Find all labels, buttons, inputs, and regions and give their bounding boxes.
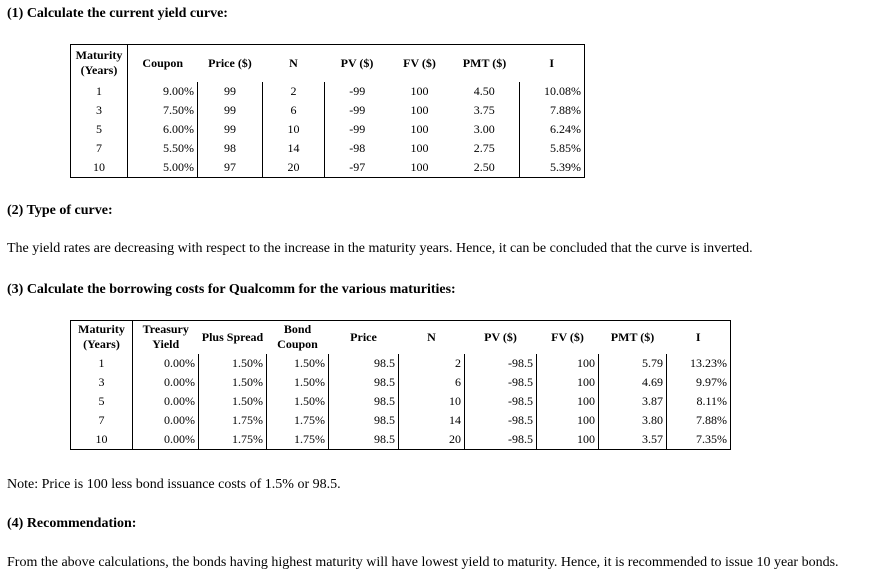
t1-row <box>71 139 585 158</box>
t1-cell: -99 <box>349 83 366 98</box>
t2-cell: 100 <box>537 411 599 430</box>
t1-cell: 6.24% <box>520 120 585 139</box>
t2-header-maturity: Maturity (Years) <box>71 321 133 354</box>
t2-cell: -98.5 <box>465 392 537 411</box>
t1-header-price: Price ($) <box>198 45 263 82</box>
t1-cell: 98 <box>198 139 263 158</box>
t2-cell: 5.79 <box>599 354 667 373</box>
t2-cell: 98.5 <box>329 373 399 392</box>
t2-cell: 7.35% <box>667 430 731 450</box>
t2-header-n: N <box>399 321 465 354</box>
t2-header-pv: PV ($) <box>465 321 537 354</box>
yield-curve-table <box>70 44 585 178</box>
t1-header-pv: PV ($) <box>325 45 390 82</box>
section-4-text: From the above calculations, the bonds having highest maturity will have lowest yield to maturity. Hence, it is recommended to issue 10 year bonds. <box>7 555 839 570</box>
section-2-text: The yield rates are decreasing with respect to the increase in the maturity years. Hence, it can be concluded that the curve is inverted. <box>7 241 753 256</box>
t2-cell: 100 <box>537 354 599 373</box>
t1-row <box>71 101 585 120</box>
t2-cell: -98.5 <box>465 430 537 450</box>
t1-cell: 2.75 <box>450 139 520 158</box>
t1-row <box>71 158 585 178</box>
t2-header-fv: FV ($) <box>537 321 599 354</box>
t1-header-maturity: Maturity (Years) <box>71 45 128 82</box>
t1-cell: 5.85% <box>520 139 585 158</box>
section-1-heading: (1) Calculate the current yield curve: <box>7 6 228 21</box>
t2-cell: 100 <box>537 392 599 411</box>
t2-cell: 10 <box>399 392 465 411</box>
t2-cell: 5 <box>71 392 133 411</box>
t1-cell: 5.00% <box>128 158 198 178</box>
t1-header-n: N <box>263 45 325 82</box>
t1-cell: 6.00% <box>128 120 198 139</box>
t2-header-treasury: Treasury Yield <box>133 321 199 354</box>
t2-cell: 13.23% <box>667 354 731 373</box>
t2-cell: 0.00% <box>133 392 199 411</box>
t2-cell: 1.50% <box>199 373 267 392</box>
t1-cell: 2 <box>263 82 325 101</box>
t1-cell: 4.50 <box>450 82 520 101</box>
t1-cell: 100 <box>410 140 429 155</box>
t1-header-fv: FV ($) <box>390 45 450 82</box>
t1-cell: 3.75 <box>450 101 520 120</box>
t1-cell: 14 <box>263 139 325 158</box>
t1-cell: -99 <box>349 121 366 136</box>
t1-cell: 2.50 <box>450 158 520 178</box>
t2-cell: 1.50% <box>267 392 329 411</box>
t2-cell: 1.75% <box>199 430 267 450</box>
t2-cell: 98.5 <box>329 392 399 411</box>
t2-cell: 9.97% <box>667 373 731 392</box>
t2-cell: 7.88% <box>667 411 731 430</box>
t2-cell: 1.75% <box>267 411 329 430</box>
t1-cell: 99 <box>198 101 263 120</box>
t1-cell: 100 <box>410 121 429 136</box>
t2-cell: 98.5 <box>329 354 399 373</box>
t2-cell: 0.00% <box>133 373 199 392</box>
t1-cell: 100 <box>390 158 450 178</box>
t2-row <box>71 411 731 430</box>
t1-cell: 6 <box>263 101 325 120</box>
t2-cell: 14 <box>399 411 465 430</box>
t2-row <box>71 430 731 450</box>
t1-cell: 5.39% <box>520 158 585 178</box>
t2-cell: -98.5 <box>465 373 537 392</box>
price-note: Note: Price is 100 less bond issuance costs of 1.5% or 98.5. <box>7 477 341 492</box>
t2-cell: 0.00% <box>133 411 199 430</box>
t1-cell: 10 <box>263 120 325 139</box>
t1-row <box>71 120 585 139</box>
t2-cell: 0.00% <box>133 430 199 450</box>
t1-cell: 5.50% <box>128 139 198 158</box>
t2-cell: 1.75% <box>267 430 329 450</box>
t2-cell: 7 <box>71 411 133 430</box>
t1-cell: -97 <box>325 158 390 178</box>
t1-cell: 5 <box>71 120 128 139</box>
t2-row <box>71 373 731 392</box>
t2-row <box>71 392 731 411</box>
t2-cell: 1.50% <box>267 354 329 373</box>
t1-cell: 100 <box>410 83 429 98</box>
t2-cell: 1.50% <box>199 354 267 373</box>
t1-cell: -99 <box>349 102 366 117</box>
t2-cell: 1.50% <box>267 373 329 392</box>
t1-header-coupon: Coupon <box>128 45 198 82</box>
t1-cell: 7 <box>71 139 128 158</box>
t2-header-i: I <box>667 321 731 354</box>
t1-cell: 100 <box>410 102 429 117</box>
t1-cell: 20 <box>263 158 325 178</box>
t2-cell: 1.50% <box>199 392 267 411</box>
t2-cell: 3.57 <box>599 430 667 450</box>
t2-cell: 98.5 <box>329 430 399 450</box>
t2-cell: 100 <box>537 430 599 450</box>
t1-cell: 99 <box>198 120 263 139</box>
t1-header-pmt: PMT ($) <box>450 45 520 82</box>
t2-cell: 0.00% <box>133 354 199 373</box>
t1-cell: 97 <box>198 158 263 178</box>
t2-cell: 98.5 <box>329 411 399 430</box>
t2-cell: 3 <box>71 373 133 392</box>
t1-cell: 10 <box>71 158 128 178</box>
t2-cell: 10 <box>71 430 133 450</box>
t1-cell: 99 <box>198 82 263 101</box>
t2-cell: 2 <box>399 354 465 373</box>
t2-header-price: Price <box>329 321 399 354</box>
t2-header-coupon: Bond Coupon <box>267 321 329 354</box>
t1-cell: 1 <box>71 82 128 101</box>
t2-cell: 1.75% <box>199 411 267 430</box>
t2-cell: 8.11% <box>667 392 731 411</box>
t1-header-i: I <box>520 45 585 82</box>
section-4-heading: (4) Recommendation: <box>7 516 137 531</box>
t1-cell: 7.50% <box>128 101 198 120</box>
t2-cell: 100 <box>537 373 599 392</box>
t2-cell: 20 <box>399 430 465 450</box>
t2-cell: 3.87 <box>599 392 667 411</box>
section-2-heading: (2) Type of curve: <box>7 203 113 218</box>
t1-row <box>71 82 585 101</box>
t1-cell: 10.08% <box>520 82 585 101</box>
t2-cell: -98.5 <box>465 354 537 373</box>
t2-cell: 4.69 <box>599 373 667 392</box>
t2-cell: 3.80 <box>599 411 667 430</box>
t2-header-pmt: PMT ($) <box>599 321 667 354</box>
t2-header-spread: Plus Spread <box>199 321 267 354</box>
t2-cell: -98.5 <box>465 411 537 430</box>
section-3-heading: (3) Calculate the borrowing costs for Qualcomm for the various maturities: <box>7 282 456 297</box>
t2-cell: 1 <box>71 354 133 373</box>
t1-cell: 3.00 <box>450 120 520 139</box>
borrowing-costs-table <box>70 320 731 450</box>
t1-cell: 3 <box>71 101 128 120</box>
t1-cell: 7.88% <box>520 101 585 120</box>
t1-cell: -98 <box>349 140 366 155</box>
t1-cell: 9.00% <box>128 82 198 101</box>
t2-cell: 6 <box>399 373 465 392</box>
t2-row <box>71 354 731 373</box>
